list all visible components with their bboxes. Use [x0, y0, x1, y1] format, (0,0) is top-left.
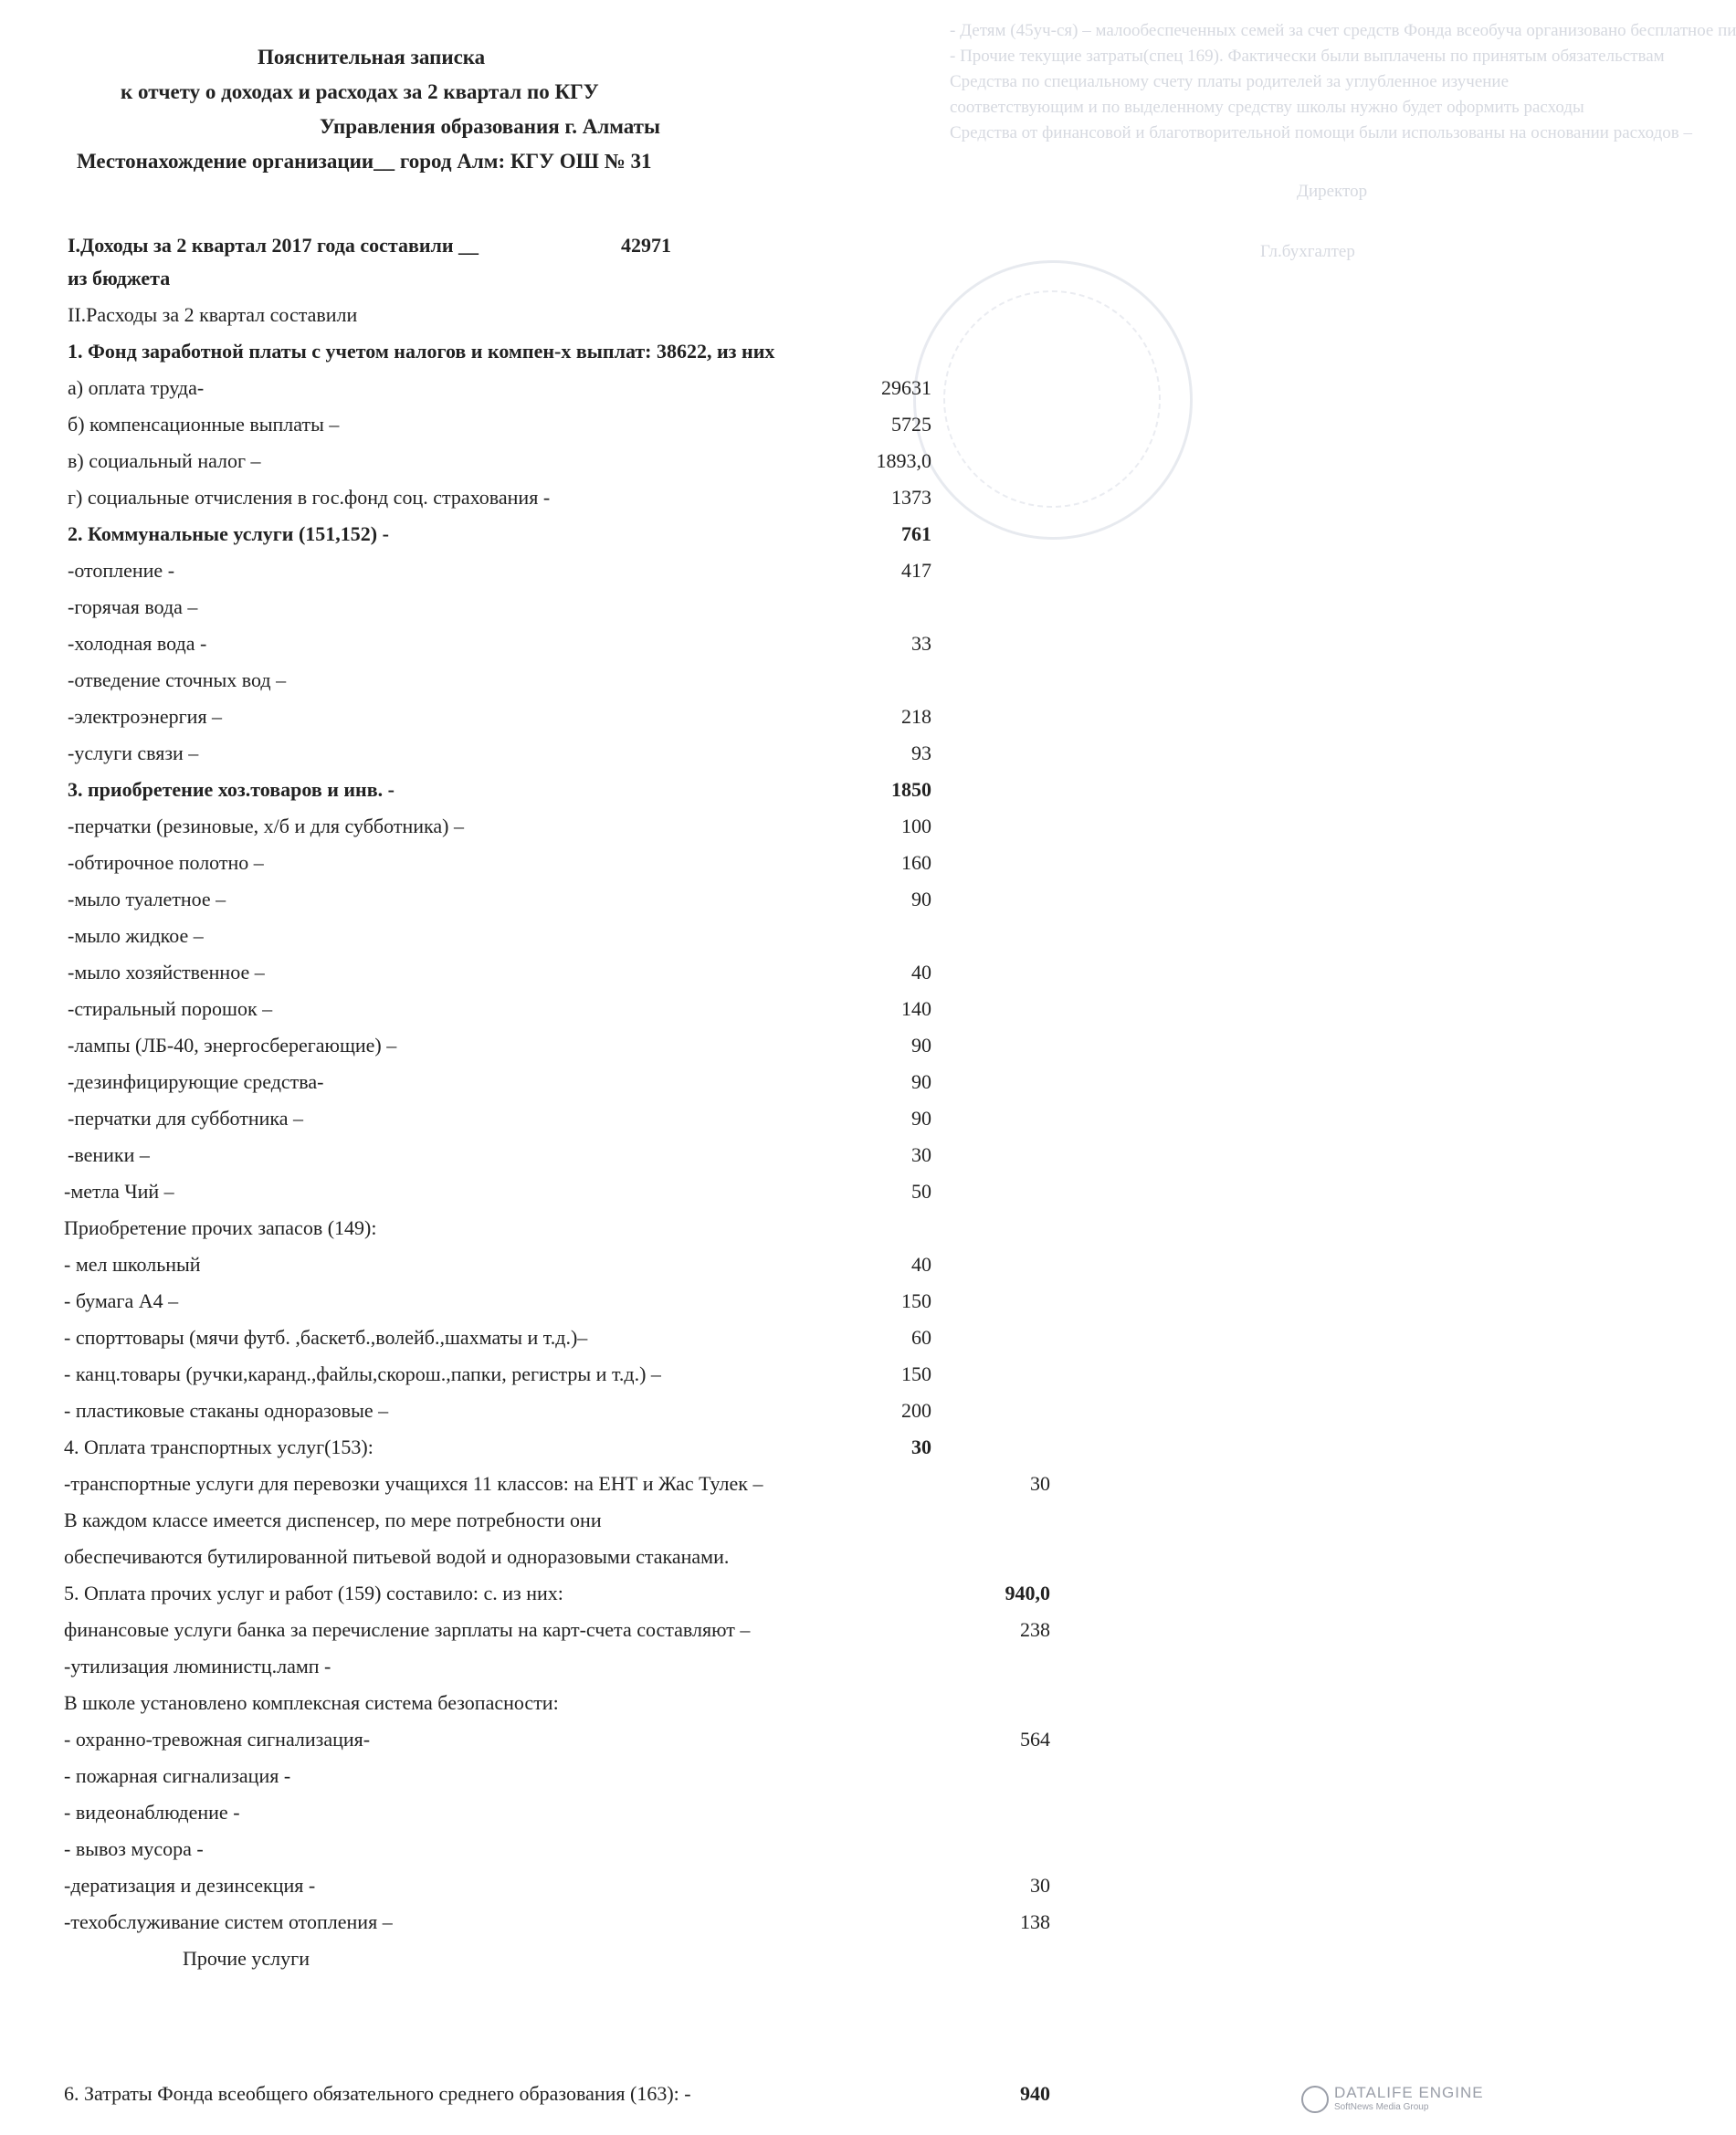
row-value: 90: [911, 1070, 931, 1093]
row-label: б) компенсационные выплаты –: [68, 413, 340, 436]
row-label: 5. Оплата прочих услуг и работ (159) составило: с. из них:: [64, 1582, 563, 1604]
row-label: -утилизация люминистц.ламп -: [64, 1655, 331, 1678]
row-label: Приобретение прочих запасов (149):: [64, 1216, 377, 1239]
row-value: 1850: [891, 778, 931, 801]
row-label: В каждом классе имеется диспенсер, по мере потребности они: [64, 1509, 602, 1531]
row-label: -отведение сточных вод –: [68, 668, 287, 691]
row-label: -транспортные услуги для перевозки учащихся 11 классов: на ЕНТ и Жас Тулек –: [64, 1472, 763, 1495]
row-label: а) оплата труда-: [68, 376, 205, 399]
row-value: 50: [911, 1180, 931, 1203]
row-value: 100: [901, 815, 931, 837]
row-label: -мыло жидкое –: [68, 924, 204, 947]
row-label: г) социальные отчисления в гос.фонд соц. страхования -: [68, 486, 551, 509]
row-label: 2. Коммунальные услуги (151,152) -: [68, 522, 389, 545]
doc-location: Местонахождение организации__ город Алм: КГУ ОШ № 31: [77, 150, 652, 173]
footer-label: 6. Затраты Фонда всеобщего обязательного среднего образования (163): -: [64, 2082, 691, 2105]
ghost-director: Директор: [1297, 182, 1368, 201]
row-value: 93: [911, 741, 931, 764]
logo-title: DATALIFE ENGINE: [1334, 2084, 1484, 2101]
row-value: 29631: [881, 376, 931, 399]
row-label: 4. Оплата транспортных услуг(153):: [64, 1436, 374, 1458]
income-source: из бюджета: [68, 267, 171, 289]
row-value: 90: [911, 1034, 931, 1057]
doc-title-line2: к отчету о доходах и расходах за 2 квартал по КГУ: [121, 80, 599, 103]
row-value: 33: [911, 632, 931, 655]
ghost-accountant: Гл.бухгалтер: [1260, 242, 1355, 261]
row-value: 90: [911, 1107, 931, 1130]
row-value: 1893,0: [876, 449, 931, 472]
row-value: 761: [901, 522, 931, 545]
row-label: 1. Фонд заработной платы с учетом налогов и компен-х выплат: 38622, из них: [68, 340, 775, 363]
row-label: -электроэнергия –: [68, 705, 223, 728]
ghost-line: - Детям (45уч-ся) – малообеспеченных семей за счет средств Фонда всеобуча организовано бесплатное пи: [950, 21, 1736, 40]
row-value-right: 940,0: [1005, 1582, 1050, 1604]
row-label: -мыло хозяйственное –: [68, 961, 265, 983]
ghost-line: - Прочие текущие затраты(спец 169). Фактически были выплачены по принятым обязательствам: [950, 47, 1665, 66]
row-value: 40: [911, 1253, 931, 1276]
doc-title-line1: Пояснительная записка: [258, 46, 486, 68]
row-value: 417: [901, 559, 931, 582]
row-label: -дератизация и дезинсекция -: [64, 1874, 316, 1897]
row-label: -услуги связи –: [68, 741, 199, 764]
doc-title-line3: Управления образования г. Алматы: [320, 115, 660, 138]
row-label: -мыло туалетное –: [68, 888, 226, 910]
bleed-through-text: [950, 18, 1736, 261]
row-value: 218: [901, 705, 931, 728]
row-value-right: 564: [1020, 1728, 1050, 1751]
logo-subtitle: SoftNews Media Group: [1334, 2102, 1429, 2112]
row-value: 5725: [891, 413, 931, 436]
row-value: 140: [901, 997, 931, 1020]
row-label: -перчатки (резиновые, х/б и для субботника) –: [68, 815, 464, 837]
row-label: 3. приобретение хоз.товаров и инв. -: [68, 778, 395, 801]
row-value: 60: [911, 1326, 931, 1349]
row-value-right: 238: [1020, 1618, 1050, 1641]
row-value: 1373: [891, 486, 931, 509]
row-label: -отопление -: [68, 559, 175, 582]
row-value-right: 138: [1020, 1910, 1050, 1933]
row-value: 150: [901, 1362, 931, 1385]
row-label: -техобслуживание систем отопления –: [64, 1910, 393, 1933]
row-label: -стиральный порошок –: [68, 997, 273, 1020]
row-label: - видеонаблюдение -: [64, 1801, 240, 1824]
row-label: - пластиковые стаканы одноразовые –: [64, 1399, 389, 1422]
faint-stamp-seal: [913, 260, 1193, 540]
row-label: - вывоз мусора -: [64, 1837, 204, 1860]
income-value: 42971: [621, 234, 671, 257]
row-label: -метла Чий –: [64, 1180, 174, 1203]
row-value: 90: [911, 888, 931, 910]
expenses-title: II.Расходы за 2 квартал составили: [68, 303, 358, 326]
row-label: -дезинфицирующие средства-: [68, 1070, 324, 1093]
row-value: 200: [901, 1399, 931, 1422]
row-label: финансовые услуги банка за перечисление зарплаты на карт-счета составляют –: [64, 1618, 751, 1641]
datalife-engine-logo: [1301, 2082, 1484, 2119]
income-label: I.Доходы за 2 квартал 2017 года составили __: [68, 234, 479, 257]
row-label: Прочие услуги: [183, 1947, 310, 1970]
row-label: обеспечиваются бутилированной питьевой водой и одноразовыми стаканами.: [64, 1545, 730, 1568]
row-label: В школе установлено комплексная система безопасности:: [64, 1691, 559, 1714]
row-label: - канц.товары (ручки,каранд.,файлы,скорош.,папки, регистры и т.д.) –: [64, 1362, 661, 1385]
row-value: 150: [901, 1289, 931, 1312]
row-label: - бумага А4 –: [64, 1289, 179, 1312]
ghost-line: соответствующим и по выделенному средству школы нужно будет оформить расходы: [950, 98, 1584, 117]
row-label: -веники –: [68, 1143, 150, 1166]
row-label: в) социальный налог –: [68, 449, 261, 472]
row-value: 30: [911, 1143, 931, 1166]
logo-icon: [1301, 2086, 1329, 2113]
ghost-line: Средства от финансовой и благотворительной помощи были использованы на основании расходов –: [950, 123, 1692, 142]
row-value: 160: [901, 851, 931, 874]
row-value: 30: [911, 1436, 931, 1458]
row-label: - пожарная сигнализация -: [64, 1764, 291, 1787]
row-label: - охранно-тревожная сигнализация-: [64, 1728, 371, 1751]
row-value: 40: [911, 961, 931, 983]
row-label: -холодная вода -: [68, 632, 207, 655]
row-value-right: 30: [1030, 1874, 1050, 1897]
row-label: - мел школьный: [64, 1253, 201, 1276]
ghost-line: Средства по специальному счету платы родителей за углубленное изучение: [950, 72, 1510, 91]
row-label: -лампы (ЛБ-40, энергосберегающие) –: [68, 1034, 397, 1057]
row-value-right: 30: [1030, 1472, 1050, 1495]
row-label: - спорттовары (мячи футб. ,баскетб.,волейб.,шахматы и т.д.)–: [64, 1326, 588, 1349]
row-label: -горячая вода –: [68, 595, 198, 618]
row-label: -обтирочное полотно –: [68, 851, 264, 874]
footer-value: 940: [1020, 2082, 1050, 2105]
row-label: -перчатки для субботника –: [68, 1107, 304, 1130]
